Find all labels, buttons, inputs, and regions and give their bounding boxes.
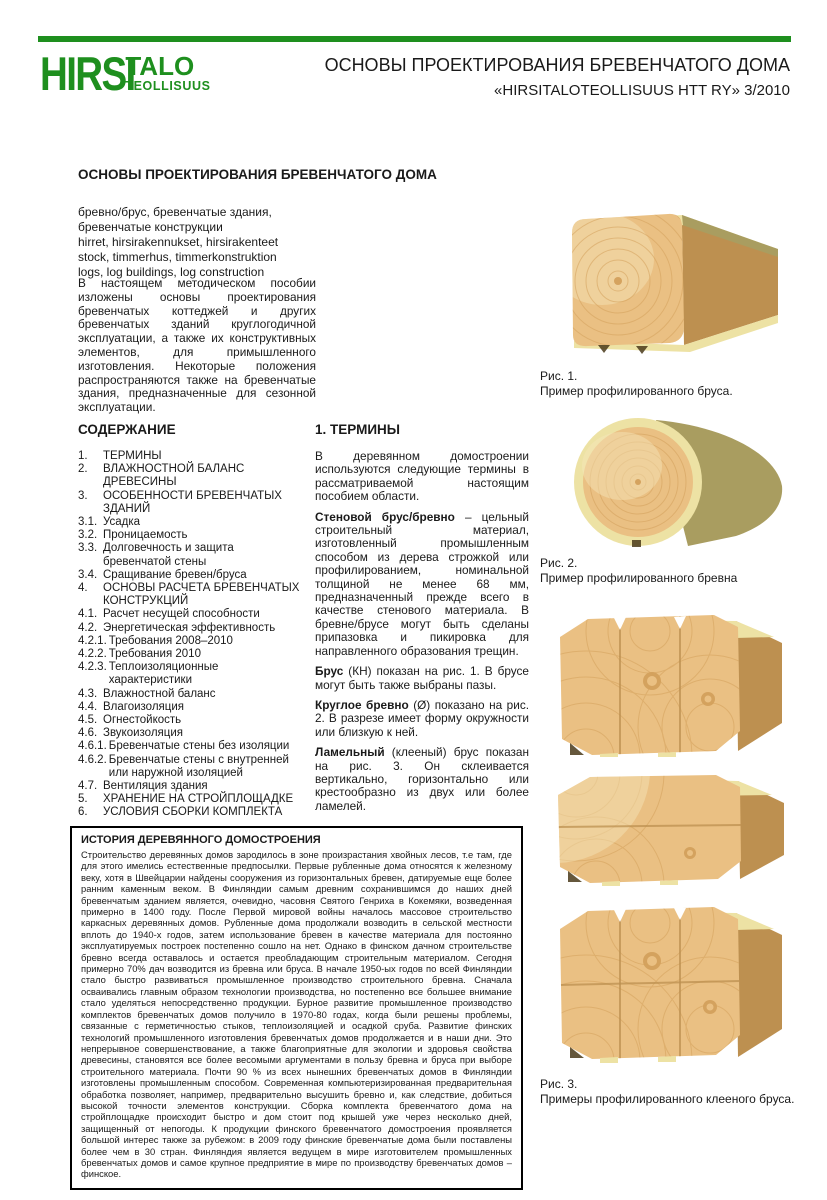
contents-item-label: Расчет несущей способности [103, 608, 260, 621]
logo-teollisuus-text: TEOLLISUUS [125, 78, 211, 93]
keyword-line: logs, log buildings, log construction [78, 265, 265, 279]
term-lead: Стеновой брус/бревно [315, 509, 455, 524]
contents-item-number: 3.3. [78, 542, 98, 555]
contents-item-number: 4.6.2. [78, 753, 107, 766]
contents-item-number: 3.2. [78, 529, 98, 542]
figure-3-cross-laminated-image [540, 895, 788, 1065]
term-rest: (клееный) брус показан на рис. 3. Он склеивается вертикально, горизонтально или крестообразно из двух или более ламелей. [315, 745, 529, 813]
figure-2-label: Рис. 2. [540, 556, 578, 570]
contents-item-label: Влагоизоляция [103, 700, 184, 713]
figure-2-caption-block [540, 556, 796, 585]
document-titles [325, 55, 790, 99]
contents-item-number: 5. [78, 793, 88, 806]
keyword-line: бревенчатые конструкции [78, 220, 223, 234]
contents-item-label: ВЛАЖНОСТНОЙ БАЛАНС ДРЕВЕСИНЫ [103, 463, 245, 489]
contents-item [78, 450, 300, 463]
term-definition [315, 746, 529, 813]
contents-item-label: Бревенчатые стены без изоляции [108, 740, 290, 753]
contents-item-number: 2. [78, 463, 88, 476]
contents-item-label: Энергетическая эффективность [103, 621, 276, 634]
terms-section [315, 450, 529, 820]
term-rest: – цельный строительный материал, изготовленный промышленным способом из дерева строжкой или профилированием, номинальной толщиной не менее 68 мм, предназначенный прежде всего в качестве стенового материала. В бревне/брусе могут быть сделаны припазовка и пикировка для направленного образования трещин. [315, 509, 529, 658]
contents-item [78, 661, 300, 687]
keywords-block [78, 205, 328, 280]
contents-item [78, 569, 300, 582]
figure-1-label: Рис. 1. [540, 369, 578, 383]
contents-item-label: ТЕРМИНЫ [103, 450, 162, 462]
contents-item-label: Сращивание бревен/бруса [103, 568, 247, 581]
contents-item-number: 3.4. [78, 568, 98, 581]
keyword-line: hirret, hirsirakennukset, hirsirakenteet [78, 235, 279, 249]
contents-item-label: Требования 2008–2010 [108, 634, 233, 647]
intro-paragraph: В настоящем методическом пособии изложены основы проектирования бревенчатых коттеджей и других бревенчатых зданий круглогодичной эксплуатации, а также их конструктивных элементов, для примышленного изготовления. Некоторые положения распространяются также на бревенчатые здания, предназначенные для сезонной эксплуатации. [78, 276, 316, 415]
contents-item-label: Вентиляция здания [103, 780, 208, 793]
contents-item-number: 4.5. [78, 714, 98, 727]
contents-item-label: Огнестойкость [103, 714, 182, 727]
history-heading: ИСТОРИЯ ДЕРЕВЯННОГО ДОМОСТРОЕНИЯ [81, 834, 321, 846]
document-subtitle: «HIRSITALOTEOLLISUUS HTT RY» 3/2010 [494, 81, 790, 99]
contents-item [78, 635, 300, 648]
contents-item [78, 754, 300, 780]
logo-hirsi-text: HIRSI [40, 47, 135, 100]
logo-talo-text: TALO [125, 51, 195, 81]
keyword-line: stock, timmerhus, timmerkonstruktion [78, 250, 277, 264]
contents-item [78, 622, 300, 635]
contents-item-number: 6. [78, 806, 88, 819]
contents-item [78, 793, 300, 806]
contents-item [78, 529, 300, 542]
contents-item-label: УСЛОВИЯ СБОРКИ КОМПЛЕКТА [103, 806, 283, 819]
contents-item-label: ОСНОВЫ РАСЧЕТА БРЕВЕНЧАТЫХ КОНСТРУКЦИЙ [103, 582, 300, 608]
contents-item-label: Влажностной баланс [103, 687, 216, 700]
contents-item-label: ХРАНЕНИЕ НА СТРОЙПЛОЩАДКЕ [103, 793, 294, 806]
hirsitalo-logo [40, 47, 211, 100]
contents-item-number: 3. [78, 489, 88, 502]
document-title: ОСНОВЫ ПРОЕКТИРОВАНИЯ БРЕВЕНЧАТОГО ДОМА [324, 55, 790, 75]
contents-item [78, 740, 300, 753]
figure-1-caption: Пример профилированного бруса. [540, 383, 733, 398]
terms-heading: 1. ТЕРМИНЫ [315, 422, 401, 437]
contents-item-label: Теплоизоляционные характеристики [108, 661, 219, 687]
contents-item-label: ОСОБЕННОСТИ БРЕВЕНЧАТЫХ ЗДАНИЙ [103, 489, 282, 515]
contents-item-number: 4.2.2. [78, 648, 107, 661]
term-rest: (Ø) показано на рис. 2. В разрезе имеет форму окружности или близкую к ней. [315, 697, 530, 739]
figure-2-caption: Пример профилированного бревна [540, 570, 738, 585]
contents-item [78, 542, 300, 568]
contents-item-number: 4. [78, 582, 88, 595]
logo-right-block [125, 52, 210, 93]
article-heading: ОСНОВЫ ПРОЕКТИРОВАНИЯ БРЕВЕНЧАТОГО ДОМА [78, 167, 437, 182]
contents-item [78, 648, 300, 661]
terms-intro: В деревянном домостроении используются следующие термины в рассматриваемой настоящим пособием области. [315, 449, 529, 504]
contents-item-label: Звукоизоляция [103, 727, 183, 740]
term-definitions [315, 511, 529, 814]
contents-item-number: 4.6. [78, 727, 98, 740]
figure-3-horizontal-laminated-image [540, 763, 788, 887]
contents-list [78, 450, 300, 820]
contents-heading: СОДЕРЖАНИЕ [78, 422, 176, 437]
contents-item [78, 490, 300, 516]
figure-2-round-log-image [540, 410, 796, 550]
contents-item [78, 688, 300, 701]
keyword-line: бревно/брус, бревенчатые здания, [78, 205, 272, 219]
figure-3-caption-block [540, 1077, 796, 1106]
contents-item-number: 4.1. [78, 608, 98, 621]
term-definition [315, 665, 529, 692]
contents-item-number: 1. [78, 450, 88, 462]
contents-item [78, 463, 300, 489]
figure-1-profiled-beam-image [540, 195, 796, 363]
contents-item-label: Долговечность и защита бревенчатой стены [103, 542, 234, 568]
contents-item-number: 4.2.1. [78, 634, 107, 647]
contents-item-label: Усадка [103, 516, 141, 529]
contents-item [78, 806, 300, 819]
term-lead: Брус [315, 664, 344, 679]
contents-item-label: Требования 2010 [108, 648, 201, 661]
contents-item [78, 727, 300, 740]
term-rest: (КН) показан на рис. 1. В брусе могут быть также выбраны пазы. [315, 664, 529, 692]
term-definition [315, 511, 529, 658]
history-box [70, 826, 523, 1190]
header-green-rule [38, 36, 791, 42]
contents-item [78, 608, 300, 621]
figures-column [540, 195, 796, 1106]
contents-item-number: 4.3. [78, 687, 98, 700]
contents-item-label: Проницаемость [103, 529, 188, 542]
term-lead: Круглое бревно [315, 697, 409, 712]
figure-3-vertical-laminated-image [540, 605, 788, 757]
term-lead: Ламельный [315, 745, 385, 760]
contents-item-number: 3.1. [78, 516, 98, 529]
contents-item-label: Бревенчатые стены с внутренней или наружной изоляцией [108, 753, 289, 779]
history-text: Строительство деревянных домов зародилось в зоне произрастания хвойных лесов, т.е там, где для этого имелись естественные предпосылки. Первые рубленные дома относятся к железному веку, хотя в Швейцарии найдены сооружения из горизонтальных бревен, датируемые еще более ранним каменным веком. В Финляндии самым древним сохранившимся до наших дней бревенчатым зданием является, очевидно, часовня Святого Генриха в Кокемяки, возведенная примерно в 1400 году. После Первой мировой войны началось массовое строительство каркасных деревянных домов. Рубленные дома продолжали возводить в сельской местности вплоть до 1940-х годов, затем использование бревен в качестве материала для постоянно эксплуатируемых построек постепенно сошло на нет. Однако в финском дачном строительстве бревно всегда оставалось и остается преобладающим строительным материалом. Сегодня примерно 70% дач возводится из бревна или бруса. В начале 1950-ых годов по всей Финляндии стало быстро развиваться промышленное производство строительного бревна. Сначала осваивались главным образом технологии производства, но постепенно все большее внимание стало уделяться непосредственно продукции. Бурное развитие промышленное производство комплектов бревенчатых домов получило в 1970-80 годах, когда были решены проблемы, связанные с герметичностью стыков, теплоизоляцией и осадкой сруба. Развитие финских технологий промышленного изготовления бревенчатых домов продолжается и в наши дни. Это непрерывное совершенствование, а также благоприятные для экологии и здоровья свойства древесины, становятся все более весомыми аргументами в пользу бревна и бруса при выборе строительного материала. Почти 90 % из всех нынешних бревенчатых домов в Финляндии изготовлены промышленным способом. Современная компьютеризированная предварительная обработка позволяет, например, предварительно высушить бревно и, как следствие, добиться высокой точности элементов конструкции. Сборка комплекта бревенчатого дома на стройплощадке происходит быстро и дом стоит под крышей уже через несколько дней, защищенный от непогоды. К продукции финского бревенчатого домостроения проявляется большой интерес также за рубежом: в 2009 году финские бревенчатые дома были поставлены более чем в 30 стран. Финляндия является ведущем в мире изготовителем промышленных бревенчатых домов и самое крупное предприятие в мире по производству бревенчатых домов – финское. [81, 849, 512, 1180]
contents-item [78, 582, 300, 608]
contents-item-number: 4.4. [78, 700, 98, 713]
term-definition [315, 699, 529, 739]
contents-item-number: 4.6.1. [78, 740, 107, 753]
contents-item [78, 780, 300, 793]
figure-1-caption-block [540, 369, 796, 398]
contents-item [78, 701, 300, 714]
contents-item [78, 714, 300, 727]
figure-3-caption: Примеры профилированного клееного бруса. [540, 1091, 795, 1106]
contents-item-number: 4.2.3. [78, 661, 107, 674]
contents-item-number: 4.7. [78, 780, 98, 793]
contents-item [78, 516, 300, 529]
contents-item-number: 4.2. [78, 621, 98, 634]
figure-3-label: Рис. 3. [540, 1077, 578, 1091]
